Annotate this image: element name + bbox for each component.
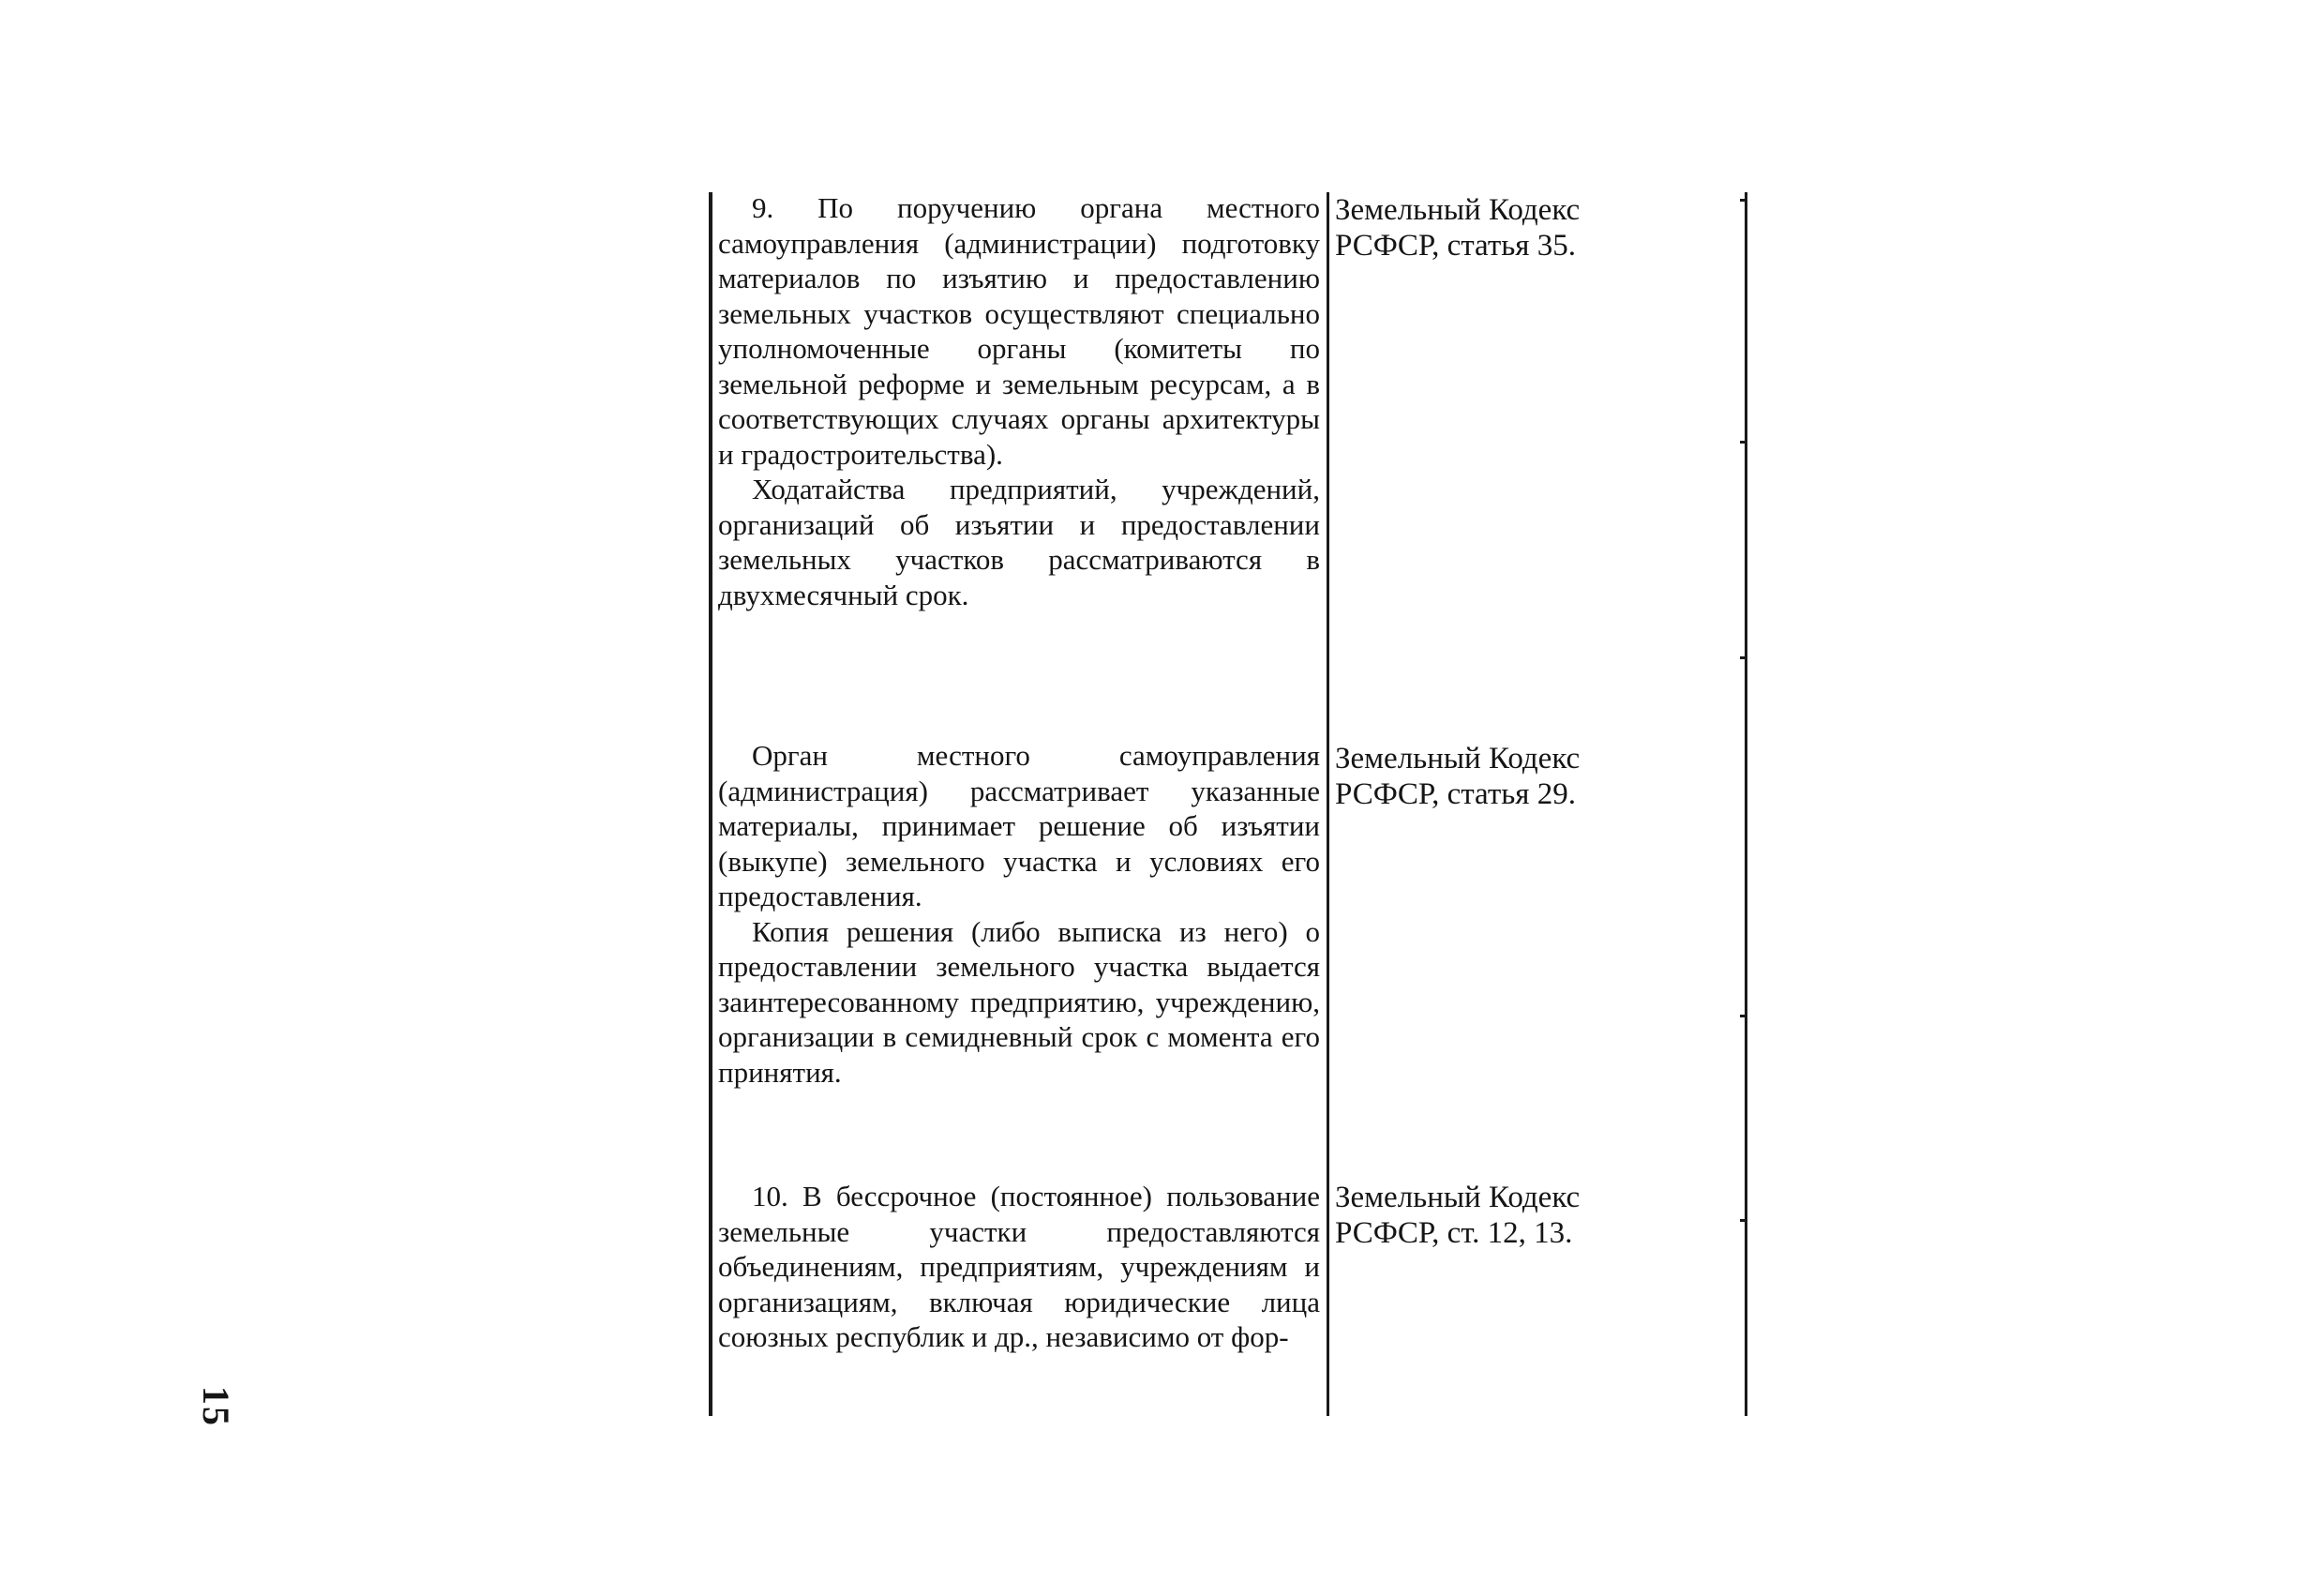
row-1-text <box>718 190 1320 612</box>
row-3-paragraph-1: 10. В бессрочное (постоянное) пользование земельные участки предоставляются объединениям, предприятиям, учреждениям и организациям, включая юридические лица союзных республик и др., независимо от фор- <box>718 1180 1320 1353</box>
row-3-reference-line-1: Земельный Кодекс <box>1335 1181 1581 1214</box>
row-2-reference <box>1335 741 1738 812</box>
border-tick <box>1740 441 1747 444</box>
page-number: 15 <box>195 1386 237 1427</box>
row-2-reference-line-1: Земельный Кодекс <box>1335 742 1581 775</box>
row-3-text <box>718 1179 1320 1355</box>
row-2-reference-line-2: РСФСР, статья 29. <box>1335 777 1576 811</box>
table-right-border <box>1745 192 1747 1416</box>
row-2-paragraph-2: Копия решения (либо выписка из него) о предоставлении земельного участка выдается заинтересованному предприятию, учреждению, организации в семидневный срок с момента его принятия. <box>718 914 1320 1089</box>
row-1-paragraph-1: 9. По поручению органа местного самоуправления (администрации) подготовку материалов по изъятию и предоставлению земельных участков осуществляют специально уполномоченные органы (комитеты по земельной реформе и земельным ресурсам, а в соответствующих случаях органы архитектуры и градостроительства). <box>718 191 1320 471</box>
table-left-border <box>709 192 712 1416</box>
table-column-divider <box>1327 192 1329 1416</box>
row-3-reference-line-2: РСФСР, ст. 12, 13. <box>1335 1216 1573 1250</box>
border-tick <box>1740 1015 1747 1017</box>
row-1-reference-line-2: РСФСР, статья 35. <box>1335 229 1576 263</box>
row-1-reference <box>1335 192 1738 263</box>
row-3-reference <box>1335 1180 1738 1251</box>
row-1-paragraph-2: Ходатайства предприятий, учреждений, организаций об изъятии и предоставлении земельных участков рассматриваются в двухмесячный срок. <box>718 473 1320 611</box>
row-2-paragraph-1: Орган местного самоуправления (администрация) рассматривает указанные материалы, принимает решение об изъятии (выкупе) земельного участка и условиях его предоставления. <box>718 739 1320 912</box>
row-2-text <box>718 738 1320 1090</box>
border-tick <box>1740 199 1747 202</box>
row-1-reference-line-1: Земельный Кодекс <box>1335 193 1581 227</box>
border-tick <box>1740 656 1747 659</box>
border-tick <box>1740 1219 1747 1222</box>
